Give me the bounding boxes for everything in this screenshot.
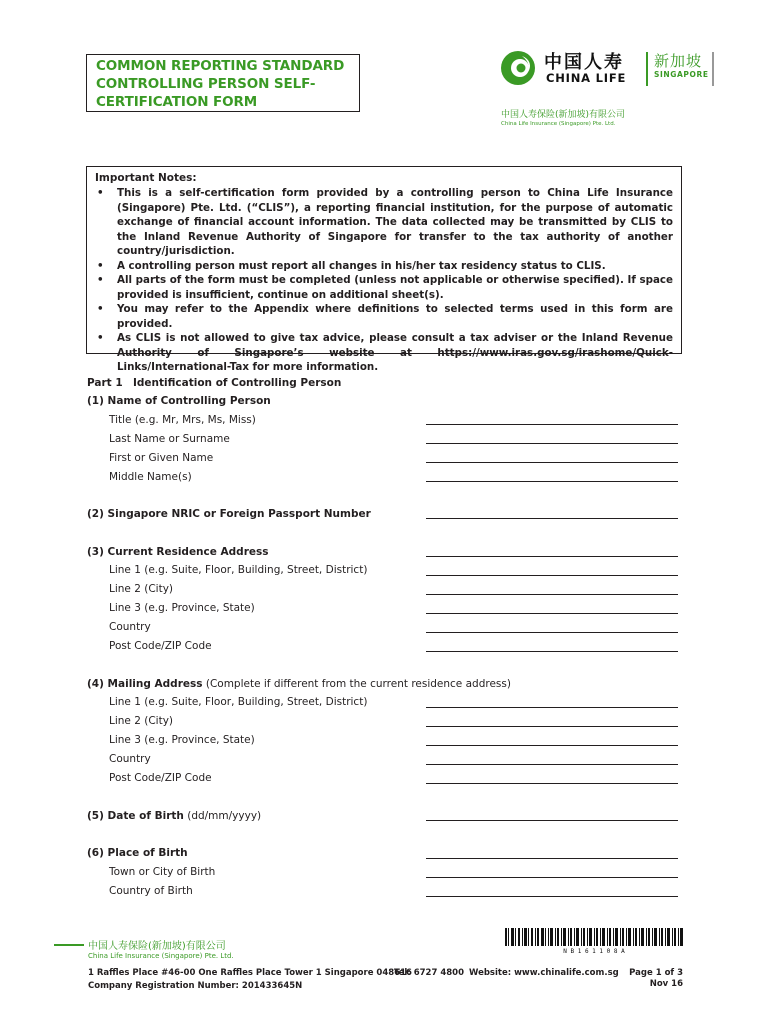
footer-rule bbox=[54, 944, 84, 946]
note-item bbox=[95, 273, 673, 302]
logo-bar bbox=[712, 52, 714, 86]
section-4-note: (Complete if different from the current residence address) bbox=[205, 678, 511, 690]
logo-divider bbox=[646, 52, 648, 86]
mailing-postcode-label: Post Code/ZIP Code bbox=[109, 772, 212, 784]
residence-postcode-label: Post Code/ZIP Code bbox=[109, 640, 212, 652]
section-4-heading-row bbox=[87, 678, 511, 691]
bullet: • bbox=[97, 332, 104, 344]
footer-registration-number: Company Registration Number: 201433645N bbox=[88, 981, 303, 991]
residence-line3-label: Line 3 (e.g. Province, State) bbox=[109, 602, 255, 614]
mailing-line3-label: Line 3 (e.g. Province, State) bbox=[109, 734, 255, 746]
country-of-birth-field[interactable] bbox=[426, 896, 678, 897]
section-5-heading: (5) Date of Birth bbox=[87, 810, 184, 822]
residence-line2-label: Line 2 (City) bbox=[109, 583, 174, 595]
footer-address: 1 Raffles Place #46-00 One Raffles Place Tower 1 Singapore 048616 bbox=[88, 968, 412, 978]
page-number: Page 1 of 3 bbox=[629, 968, 683, 978]
china-life-logo bbox=[500, 48, 720, 88]
barcode bbox=[505, 928, 683, 954]
residence-line3-field[interactable] bbox=[426, 613, 678, 614]
china-life-emblem-icon bbox=[500, 50, 536, 86]
mailing-line2-label: Line 2 (City) bbox=[109, 715, 174, 727]
section-2-heading: (2) Singapore NRIC or Foreign Passport Number bbox=[87, 508, 371, 520]
mailing-country-field[interactable] bbox=[426, 764, 678, 765]
residence-line2-field[interactable] bbox=[426, 594, 678, 595]
note-text: This is a self-certification form provided by a controlling person to China Life Insurance (Singapore) Pte. Ltd. (“CLIS”), a reporting financial institution, for the purpose of automatic exchange of financial account information. The data collected may be transmitted by CLIS to the Inland Revenue Authority of Singapore for transfer to the tax authority of another country/jurisdiction. bbox=[117, 187, 673, 257]
bullet: • bbox=[97, 259, 104, 272]
title-label: Title (e.g. Mr, Mrs, Ms, Miss) bbox=[109, 414, 256, 426]
revision-date: Nov 16 bbox=[649, 979, 683, 989]
section-6-heading: (6) Place of Birth bbox=[87, 847, 188, 859]
important-notes-box bbox=[86, 166, 682, 373]
footer-website: Website: www.chinalife.com.sg bbox=[469, 968, 619, 978]
company-english-name: China Life Insurance (Singapore) Pte. Ltd. bbox=[501, 121, 616, 127]
form-title-box bbox=[86, 54, 360, 112]
section-1-heading: (1) Name of Controlling Person bbox=[87, 395, 271, 407]
mailing-line1-label: Line 1 (e.g. Suite, Floor, Building, Street, District) bbox=[109, 696, 368, 708]
logo-chinese-name: 中国人寿 bbox=[544, 52, 624, 73]
title-field[interactable] bbox=[426, 424, 678, 425]
middle-name-label: Middle Name(s) bbox=[109, 471, 192, 483]
bullet: • bbox=[97, 187, 104, 199]
logo-country-chinese: 新加坡 bbox=[654, 52, 703, 70]
form-title-line-2: CONTROLLING PERSON SELF- bbox=[96, 76, 316, 92]
note-item bbox=[95, 259, 673, 274]
note-item bbox=[95, 302, 673, 331]
bullet: • bbox=[97, 274, 104, 286]
logo-country-english: SINGAPORE bbox=[654, 70, 709, 79]
mailing-country-label: Country bbox=[109, 753, 151, 765]
barcode-text: N B 1 6 1 1 0 8 A bbox=[563, 948, 625, 954]
note-text: As CLIS is not allowed to give tax advice, please consult a tax adviser or the Inland Revenue Authority of Singapore’s website at https://www.iras.gov.sg/irashome/Quick-Links/International-Tax for more information. bbox=[117, 332, 673, 373]
residence-line1-field[interactable] bbox=[426, 575, 678, 576]
part-label: Part 1 bbox=[87, 377, 123, 389]
middle-name-field[interactable] bbox=[426, 481, 678, 482]
part-title: Identification of Controlling Person bbox=[133, 377, 342, 389]
mailing-line1-field[interactable] bbox=[426, 707, 678, 708]
form-title-line-1: COMMON REPORTING STANDARD bbox=[96, 58, 345, 74]
footer-company-chinese: 中国人寿保险(新加坡)有限公司 bbox=[88, 941, 226, 952]
residence-country-label: Country bbox=[109, 621, 151, 633]
section-4-heading: (4) Mailing Address bbox=[87, 678, 203, 690]
residence-postcode-field[interactable] bbox=[426, 651, 678, 652]
bullet: • bbox=[97, 303, 104, 315]
residence-country-field[interactable] bbox=[426, 632, 678, 633]
notes-heading: Important Notes: bbox=[95, 172, 197, 184]
mailing-line3-field[interactable] bbox=[426, 745, 678, 746]
section-5-note: (dd/mm/yyyy) bbox=[187, 810, 262, 822]
last-name-label: Last Name or Surname bbox=[109, 433, 230, 445]
note-text: You may refer to the Appendix where definitions to selected terms used in this form are provided. bbox=[117, 303, 673, 330]
note-item bbox=[95, 186, 673, 259]
last-name-field[interactable] bbox=[426, 443, 678, 444]
note-item bbox=[95, 331, 673, 375]
company-chinese-name: 中国人寿保险(新加坡)有限公司 bbox=[501, 110, 626, 120]
date-of-birth-field[interactable] bbox=[426, 820, 678, 821]
town-of-birth-field[interactable] bbox=[426, 877, 678, 878]
note-text: All parts of the form must be completed (unless not applicable or otherwise specified). If space provided is insufficient, continue on additional sheet(s). bbox=[117, 274, 673, 301]
mailing-postcode-field[interactable] bbox=[426, 783, 678, 784]
footer-telephone: Tel: 6727 4800 bbox=[394, 968, 464, 978]
note-text: A controlling person must report all changes in his/her tax residency status to CLIS. bbox=[117, 259, 606, 272]
section-3-heading: (3) Current Residence Address bbox=[87, 546, 269, 558]
first-name-label: First or Given Name bbox=[109, 452, 214, 464]
section-5-heading-row bbox=[87, 810, 261, 823]
footer-company-english: China Life Insurance (Singapore) Pte. Ltd. bbox=[88, 952, 234, 960]
country-of-birth-label: Country of Birth bbox=[109, 885, 193, 897]
place-of-birth-field[interactable] bbox=[426, 858, 678, 859]
mailing-line2-field[interactable] bbox=[426, 726, 678, 727]
town-of-birth-label: Town or City of Birth bbox=[109, 866, 216, 878]
nric-passport-field[interactable] bbox=[426, 518, 678, 519]
residence-line1-label: Line 1 (e.g. Suite, Floor, Building, Street, District) bbox=[109, 564, 368, 576]
first-name-field[interactable] bbox=[426, 462, 678, 463]
residence-address-field[interactable] bbox=[426, 556, 678, 557]
logo-english-name: CHINA LIFE bbox=[546, 71, 627, 85]
form-title-line-3: CERTIFICATION FORM bbox=[96, 94, 258, 110]
